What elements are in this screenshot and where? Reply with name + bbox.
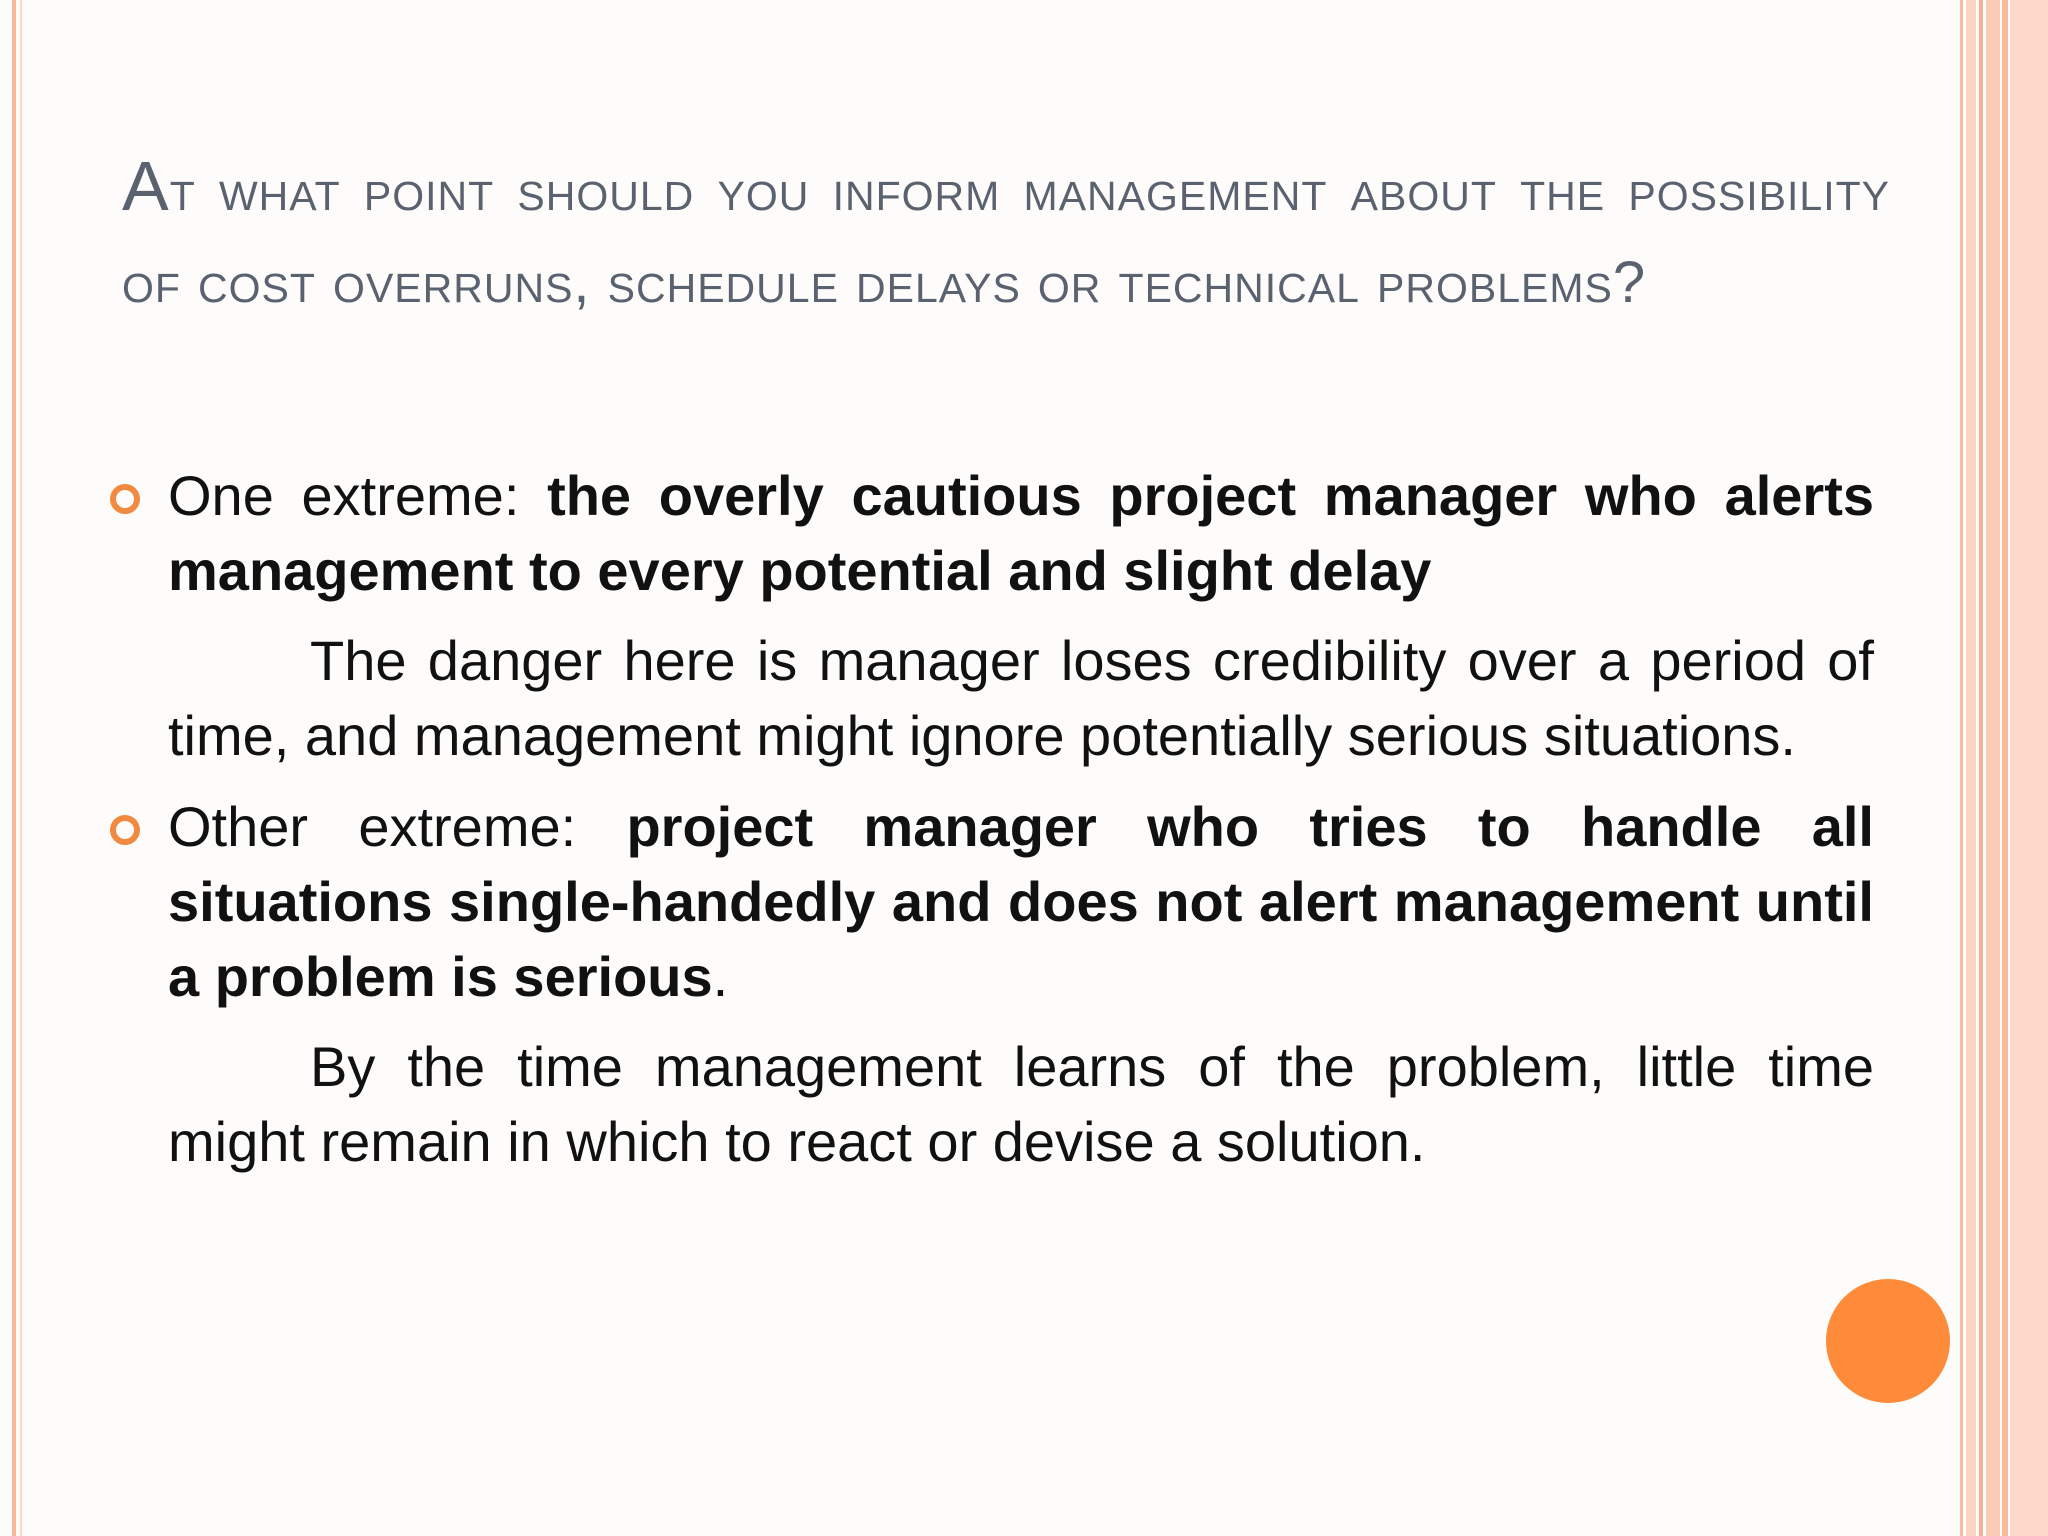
right-border-stripe — [2002, 0, 2008, 1536]
bullet-circle-icon — [110, 484, 140, 514]
title-question-mark: ? — [1612, 250, 1647, 315]
slide-title — [122, 140, 1890, 329]
right-border-stripe — [1986, 0, 2000, 1536]
slide-body — [168, 458, 1874, 1179]
bullet-detail: By the time management learns of the problem, little time might remain in which to react or devise a solution. — [168, 1035, 1874, 1173]
left-border-line-inner — [20, 0, 22, 1536]
right-border-stripe — [1960, 0, 1963, 1536]
bullet-circle-icon — [110, 815, 140, 845]
accent-circle — [1826, 1279, 1950, 1403]
bullet-detail: The danger here is manager loses credibility over a period of time, and management might ignore potentially serious situations. — [168, 629, 1874, 767]
right-border-stripe — [1966, 0, 1976, 1536]
left-border-line — [12, 0, 16, 1536]
bullet-item — [168, 458, 1874, 773]
title-text: t what point should you inform management about the possibility of cost overruns, schedule delays or technical problems — [122, 158, 1890, 315]
title-first-letter: A — [122, 147, 170, 225]
bullet-lead: Other extreme: — [168, 795, 627, 858]
right-border-stripe — [2010, 0, 2048, 1536]
bullet-item — [168, 789, 1874, 1179]
right-border-stripe — [1979, 0, 1983, 1536]
bullet-lead: One extreme: — [168, 464, 548, 527]
bullet-bold-text: the overly cautious project manager who alerts management to every potential and slight delay — [168, 464, 1874, 602]
bullet-tail: . — [712, 945, 729, 1008]
bullet-bold-text: project manager who tries to handle all situations single-handedly and does not alert management until a problem is serious — [168, 795, 1874, 1008]
